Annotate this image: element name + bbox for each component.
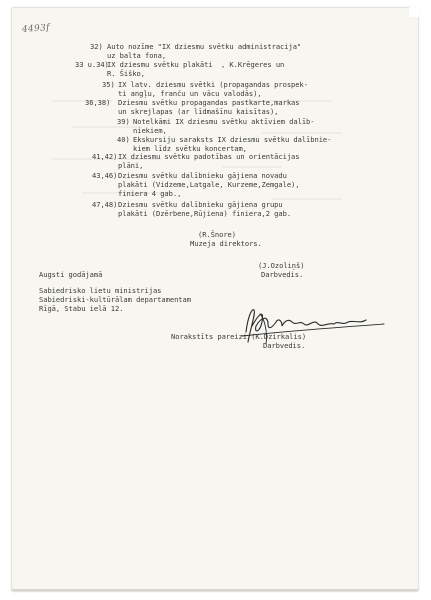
director-title: Muzeja direktors. — [190, 239, 262, 248]
list-item-line: plāni, — [118, 161, 144, 170]
copy-certification: Norakstīts pareizi (K.Dzirkalis) — [171, 332, 307, 341]
list-item-line: uz balta fona, — [107, 51, 167, 60]
list-item-line: IX latv. dziesmu svētki (propagandas prospek- — [118, 80, 308, 89]
recipient-line: Sabiedrisko lietu ministrijas — [39, 286, 162, 295]
list-item-number: 33 u.34) — [75, 60, 109, 69]
list-item-number: 40) — [117, 135, 130, 144]
handwritten-reference-number: 4493f — [21, 23, 51, 35]
list-item-line: IX dziesmu svētku padotības un orientācijas — [118, 152, 300, 161]
list-item-number: 36,38) — [85, 98, 111, 107]
recipient-line: Sabiedriski-kultūrālam departamentam — [39, 295, 191, 304]
list-item-number: 43,46) — [92, 171, 118, 180]
greeting: Augsti godājamā — [39, 270, 103, 279]
clerk-name: (J.Ozoliņš) — [258, 261, 305, 270]
list-item-number: 32) — [90, 42, 103, 51]
page-corner — [409, 7, 419, 17]
list-item-number: 47,48) — [92, 200, 118, 209]
director-name: (R.Šnore) — [198, 230, 236, 239]
list-item-line: plakāti (Dzērbene,Rūjiena) finiera,2 gab. — [118, 209, 292, 218]
copy-clerk-title: Darbvedis. — [263, 341, 306, 350]
list-item-line: Dziesmu svētku dalībnieku gājiena grupu — [118, 200, 283, 209]
clerk-title: Darbvedis. — [261, 270, 304, 279]
handwritten-signature — [238, 302, 388, 348]
list-item-line: un skrejlapas (ar līdmašīnu kaisītas), — [118, 107, 279, 116]
list-item-line: Notelkāmi IX dziesmu svētku aktīviem dalīb- — [133, 117, 315, 126]
list-item-line: Auto nozīme "IX dziesmu svētku administracija" — [107, 42, 302, 51]
list-item-line: kiem līdz svētku koncertam, — [133, 144, 247, 153]
document-page — [12, 8, 418, 591]
list-item-line: Dziesmu svētku dalībnieku gājiena novadu — [118, 171, 287, 180]
list-item-line: plakāti (Vidzeme,Latgale, Kurzeme,Zemgale), — [118, 180, 300, 189]
list-item-line: IX dziesmu svētku plakāti , K.Krēgeres un — [107, 60, 285, 69]
list-item-number: 39) — [117, 117, 130, 126]
list-item-number: 35) — [102, 80, 115, 89]
list-item-line: ti angļu, franču un vācu valodās), — [118, 89, 262, 98]
list-item-line: niekiem, — [133, 126, 167, 135]
recipient-line: Rīgā, Stabu ielā 12. — [39, 304, 124, 313]
list-item-number: 41,42) — [92, 152, 118, 161]
list-item-line: Ekskursiju saraksts IX dziesmu svētku dalībnie- — [133, 135, 332, 144]
list-item-line: finiera 4 gab., — [118, 189, 182, 198]
list-item-line: R. Šiško, — [107, 69, 145, 78]
list-item-line: Dziesmu svētku propagandas pastkarte,markas — [118, 98, 300, 107]
